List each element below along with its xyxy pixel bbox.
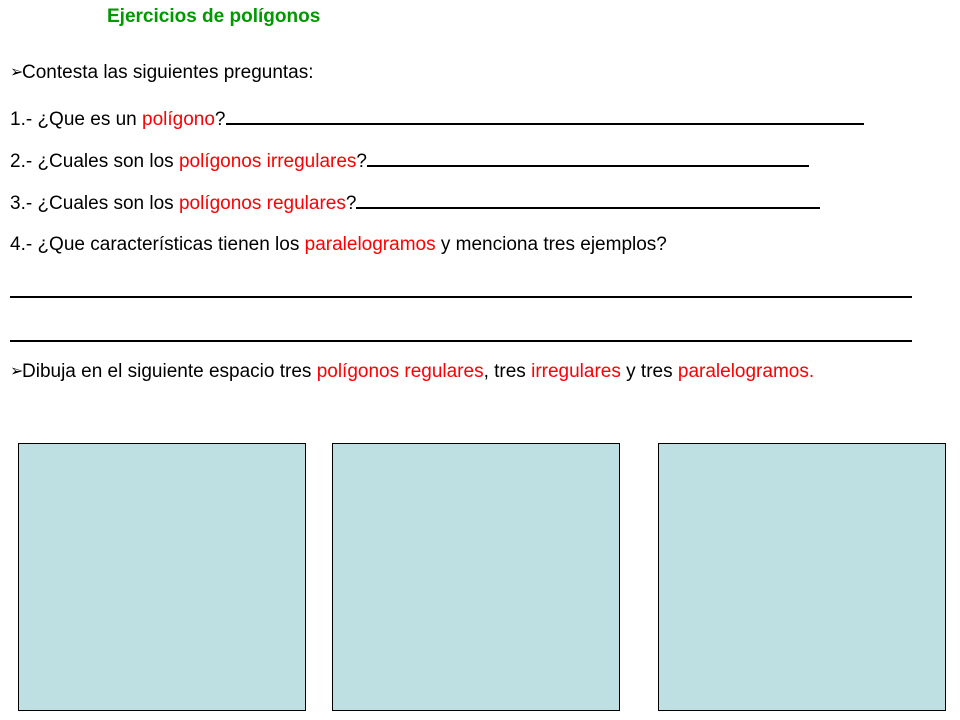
- drawing-highlight-irregulares: irregulares: [531, 361, 621, 382]
- page-title: Ejercicios de polígonos: [107, 6, 321, 27]
- question-4-highlight: paralelogramos: [304, 234, 436, 255]
- drawing-box-3[interactable]: [658, 443, 946, 711]
- question-3-suffix: ?: [345, 193, 357, 214]
- answer-blank-1[interactable]: [226, 106, 864, 125]
- question-1: [10, 106, 864, 132]
- arrowhead-bullet-icon: ➢: [10, 64, 24, 81]
- instructions-text: Contesta las siguientes preguntas:: [22, 62, 314, 83]
- drawing-text-1: Dibuja en el siguiente espacio tres: [22, 361, 317, 382]
- drawing-instruction: [10, 359, 925, 385]
- question-3: [10, 190, 820, 216]
- question-4: [10, 233, 667, 257]
- drawing-box-2[interactable]: [332, 443, 620, 711]
- question-1-prefix: 1.- ¿Que es un: [10, 109, 143, 130]
- question-2-highlight: polígonos irregulares: [178, 151, 357, 172]
- question-2-suffix: ?: [356, 151, 367, 172]
- drawing-text-3: y tres: [620, 361, 678, 382]
- question-1-highlight: polígono: [142, 109, 215, 130]
- question-3-prefix: 3.- ¿Cuales son los: [10, 193, 179, 214]
- question-4-suffix: y menciona tres ejemplos?: [435, 234, 667, 255]
- answer-blank-4a[interactable]: [10, 296, 912, 298]
- arrowhead-bullet-icon: ➢: [10, 363, 24, 380]
- drawing-box-1[interactable]: [18, 443, 306, 711]
- answer-blank-3[interactable]: [356, 190, 820, 209]
- answer-blank-4b[interactable]: [10, 340, 912, 342]
- instructions-line: [10, 61, 314, 85]
- question-2-prefix: 2.- ¿Cuales son los: [10, 151, 179, 172]
- drawing-highlight-paralelogramos: paralelogramos.: [677, 361, 815, 382]
- question-3-highlight: polígonos regulares: [178, 193, 346, 214]
- answer-blank-2[interactable]: [367, 148, 809, 167]
- question-4-prefix: 4.- ¿Que características tienen los: [10, 234, 305, 255]
- question-1-suffix: ?: [214, 109, 226, 130]
- drawing-highlight-regulares: polígonos regulares: [316, 361, 484, 382]
- drawing-text-2: , tres: [483, 361, 532, 382]
- question-2: [10, 148, 809, 174]
